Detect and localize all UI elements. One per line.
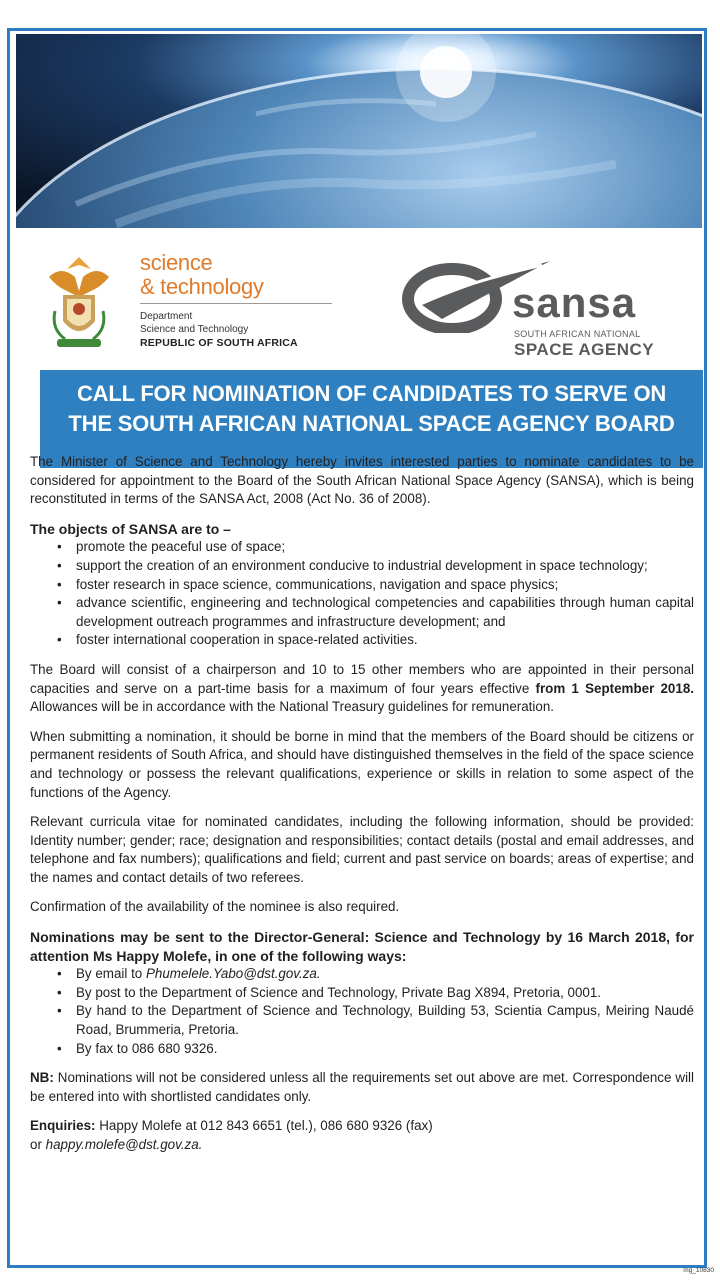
cv-paragraph: Relevant curricula vitae for nominated candidates, including the following information, should be provided: Identity number; gender; race; designation and responsibilities; contact details (postal and email addresses, and telephone and fax numbers); qualifications and field; current and past service on boards; areas of expertise; and the names and contact details of two referees. [30, 814, 694, 885]
earth-from-space-image [16, 34, 702, 228]
sansa-subtitle-1: SOUTH AFRICAN NATIONAL [514, 329, 641, 339]
sansa-logo-wordmark: sansa [512, 279, 637, 326]
submitting-paragraph: When submitting a nomination, it should be borne in mind that the members of the Board should be citizens or permanent residents of South Africa, and should have distinguished themselves in the field of the space science and technology or possess the relevant qualifications, experience or skills in relation to some aspect of the functions of the Agency. [30, 728, 694, 800]
dst-country-label: REPUBLIC OF SOUTH AFRICA [140, 337, 298, 349]
nb-label: NB: [30, 1070, 54, 1086]
nomination-methods-list [30, 965, 694, 1058]
list-item: • advance scientific, engineering and technological competencies and capabilities through human capital development outreach programmes and infrastructure development; and [30, 594, 694, 631]
objects-list [30, 538, 694, 650]
list-item: • support the creation of an environment conducive to industrial development in space technology; [30, 557, 694, 576]
list-item [30, 965, 694, 984]
logo-bar [16, 241, 702, 371]
list-item: • By hand to the Department of Science and Technology, Building 53, Scientia Campus, Meiring Naudé Road, Brummeria, Pretoria. [30, 1002, 694, 1039]
enquiries-text: Happy Molefe at 012 843 6651 (tel.), 086 680 9326 (fax) [95, 1118, 433, 1134]
reference-code: mg_10830 [683, 1267, 714, 1274]
dst-logo-text [140, 251, 332, 350]
intro-paragraph: The Minister of Science and Technology hereby invites interested parties to nominate candidates to be considered for appointment to the Board of the South African National Space Agency (SANSA), which is being reconstituted in terms of the SANSA Act, 2008 (Act No. 36 of 2008). [30, 454, 694, 507]
board-start-date: from 1 September 2018. [535, 680, 694, 696]
list-item: • By post to the Department of Science and Technology, Private Bag X894, Pretoria, 0001. [30, 984, 694, 1003]
nomination-email-link[interactable]: Phumelele.Yabo@dst.gov.za. [145, 966, 321, 982]
dst-science-label: science [140, 250, 213, 275]
dst-department-name: Science and Technology [140, 324, 249, 335]
email-method-label: By email to [76, 966, 146, 982]
confirmation-paragraph: Confirmation of the availability of the nominee is also required. [30, 899, 400, 915]
nominations-heading: Nominations may be sent to the Director-General: Science and Technology by 16 March 2018, for attention Ms Happy Molefe, in one of the following ways: [30, 929, 694, 964]
list-item: • promote the peaceful use of space; [30, 538, 694, 557]
enquiries-label: Enquiries: [30, 1118, 96, 1134]
enquiries-email-link[interactable]: happy.molefe@dst.gov.za. [45, 1137, 203, 1152]
list-item: • foster international cooperation in space-related activities. [30, 631, 694, 650]
nb-paragraph [30, 1069, 694, 1106]
advert-body [30, 453, 694, 1166]
title-line-1: CALL FOR NOMINATION OF CANDIDATES TO SERVE ON [76, 381, 667, 406]
divider [140, 303, 332, 304]
coat-of-arms-icon [41, 251, 117, 351]
board-text: The Board will consist of a chairperson and 10 to 15 other members who are appointed in their personal capacities and serve on a part-time basis for a maximum of four years effective [30, 661, 694, 696]
title-line-2: THE SOUTH AFRICAN NATIONAL SPACE AGENCY BOARD [68, 411, 675, 436]
nb-text: Nominations will not be considered unless all the requirements set out above are met. Correspondence will be entered into with shortlisted candidates only. [30, 1070, 694, 1104]
objects-heading: The objects of SANSA are to – [30, 520, 231, 537]
list-item: • foster research in space science, communications, navigation and space physics; [30, 576, 694, 595]
list-item: • By fax to 086 680 9326. [30, 1040, 694, 1059]
enquiries-paragraph [30, 1117, 694, 1154]
sansa-subtitle-2: SPACE AGENCY [514, 340, 655, 359]
dst-technology-label: & technology [140, 274, 264, 299]
board-paragraph [30, 661, 694, 717]
enquiries-or: or [30, 1137, 46, 1152]
board-allowances-text: Allowances will be in accordance with the National Treasury guidelines for remuneration. [30, 699, 554, 715]
dst-department-label: Department [140, 311, 193, 322]
